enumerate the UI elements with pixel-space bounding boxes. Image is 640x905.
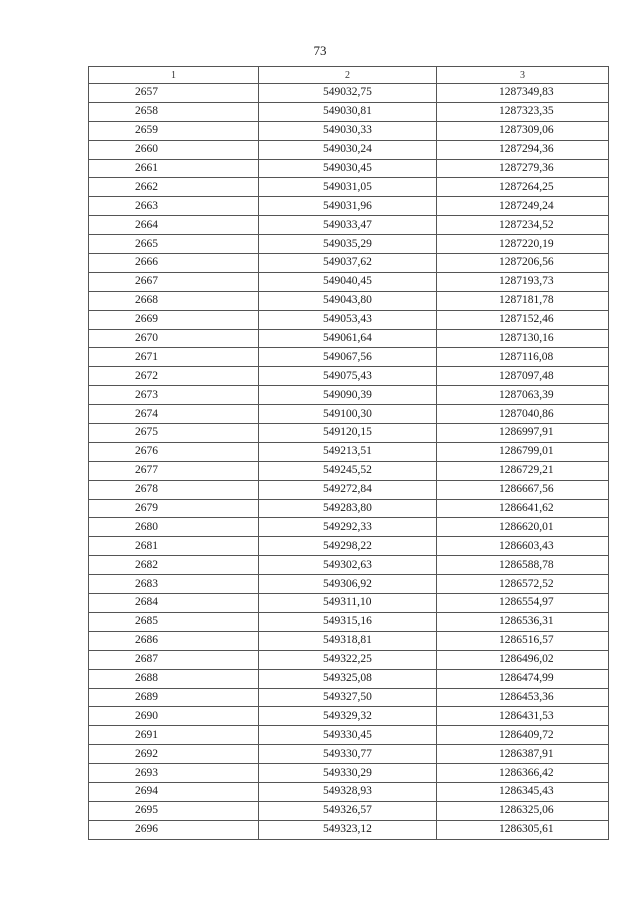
point-number-cell: 2679	[89, 499, 259, 518]
y-coordinate-cell: 1287349,83	[437, 84, 609, 103]
x-coordinate-cell: 549327,50	[259, 688, 437, 707]
x-coordinate-cell: 549075,43	[259, 367, 437, 386]
x-coordinate-cell: 549100,30	[259, 405, 437, 424]
table-row	[89, 197, 609, 216]
table-row	[89, 745, 609, 764]
x-coordinate-cell: 549325,08	[259, 669, 437, 688]
y-coordinate-cell: 1286588,78	[437, 556, 609, 575]
point-number-cell: 2669	[89, 310, 259, 329]
x-coordinate-cell: 549318,81	[259, 631, 437, 650]
y-coordinate-cell: 1287152,46	[437, 310, 609, 329]
x-coordinate-cell: 549030,81	[259, 102, 437, 121]
table-row	[89, 310, 609, 329]
table-row	[89, 84, 609, 103]
y-coordinate-cell: 1286366,42	[437, 764, 609, 783]
table-row	[89, 594, 609, 613]
point-number-cell: 2691	[89, 726, 259, 745]
x-coordinate-cell: 549298,22	[259, 537, 437, 556]
table-row	[89, 461, 609, 480]
x-coordinate-cell: 549315,16	[259, 612, 437, 631]
table-row	[89, 159, 609, 178]
table-row	[89, 480, 609, 499]
point-number-cell: 2687	[89, 650, 259, 669]
table-row	[89, 405, 609, 424]
point-number-cell: 2677	[89, 461, 259, 480]
y-coordinate-cell: 1287193,73	[437, 272, 609, 291]
table-row	[89, 801, 609, 820]
point-number-cell: 2685	[89, 612, 259, 631]
x-coordinate-cell: 549326,57	[259, 801, 437, 820]
y-coordinate-cell: 1287279,36	[437, 159, 609, 178]
y-coordinate-cell: 1286536,31	[437, 612, 609, 631]
x-coordinate-cell: 549030,45	[259, 159, 437, 178]
point-number-cell: 2671	[89, 348, 259, 367]
table-row	[89, 102, 609, 121]
table-row	[89, 782, 609, 801]
table-row	[89, 537, 609, 556]
table-row	[89, 178, 609, 197]
table-row	[89, 254, 609, 273]
point-number-cell: 2670	[89, 329, 259, 348]
point-number-cell: 2660	[89, 140, 259, 159]
point-number-cell: 2683	[89, 575, 259, 594]
point-number-cell: 2681	[89, 537, 259, 556]
x-coordinate-cell: 549330,77	[259, 745, 437, 764]
y-coordinate-cell: 1286474,99	[437, 669, 609, 688]
point-number-cell: 2688	[89, 669, 259, 688]
y-coordinate-cell: 1287249,24	[437, 197, 609, 216]
point-number-cell: 2668	[89, 291, 259, 310]
point-number-cell: 2662	[89, 178, 259, 197]
y-coordinate-cell: 1287309,06	[437, 121, 609, 140]
table-row	[89, 820, 609, 839]
table-row	[89, 291, 609, 310]
y-coordinate-cell: 1286496,02	[437, 650, 609, 669]
y-coordinate-cell: 1286603,43	[437, 537, 609, 556]
table-row	[89, 442, 609, 461]
table-row	[89, 329, 609, 348]
coordinates-table	[88, 66, 609, 840]
x-coordinate-cell: 549030,24	[259, 140, 437, 159]
x-coordinate-cell: 549302,63	[259, 556, 437, 575]
x-coordinate-cell: 549031,96	[259, 197, 437, 216]
point-number-cell: 2694	[89, 782, 259, 801]
table-row	[89, 386, 609, 405]
point-number-cell: 2695	[89, 801, 259, 820]
x-coordinate-cell: 549035,29	[259, 235, 437, 254]
point-number-cell: 2689	[89, 688, 259, 707]
point-number-cell: 2684	[89, 594, 259, 613]
y-coordinate-cell: 1287063,39	[437, 386, 609, 405]
point-number-cell: 2678	[89, 480, 259, 499]
y-coordinate-cell: 1287323,35	[437, 102, 609, 121]
x-coordinate-cell: 549245,52	[259, 461, 437, 480]
table-row	[89, 518, 609, 537]
point-number-cell: 2674	[89, 405, 259, 424]
point-number-cell: 2693	[89, 764, 259, 783]
x-coordinate-cell: 549330,45	[259, 726, 437, 745]
x-coordinate-cell: 549061,64	[259, 329, 437, 348]
y-coordinate-cell: 1287130,16	[437, 329, 609, 348]
x-coordinate-cell: 549031,05	[259, 178, 437, 197]
table-header-row	[89, 67, 609, 84]
x-coordinate-cell: 549329,32	[259, 707, 437, 726]
table-row	[89, 764, 609, 783]
x-coordinate-cell: 549067,56	[259, 348, 437, 367]
y-coordinate-cell: 1287040,86	[437, 405, 609, 424]
table-row	[89, 650, 609, 669]
point-number-cell: 2680	[89, 518, 259, 537]
y-coordinate-cell: 1286667,56	[437, 480, 609, 499]
y-coordinate-cell: 1286572,52	[437, 575, 609, 594]
y-coordinate-cell: 1287220,19	[437, 235, 609, 254]
x-coordinate-cell: 549053,43	[259, 310, 437, 329]
table-row	[89, 631, 609, 650]
x-coordinate-cell: 549043,80	[259, 291, 437, 310]
point-number-cell: 2658	[89, 102, 259, 121]
x-coordinate-cell: 549322,25	[259, 650, 437, 669]
y-coordinate-cell: 1286516,57	[437, 631, 609, 650]
point-number-cell: 2667	[89, 272, 259, 291]
y-coordinate-cell: 1286305,61	[437, 820, 609, 839]
y-coordinate-cell: 1286453,36	[437, 688, 609, 707]
x-coordinate-cell: 549272,84	[259, 480, 437, 499]
table-row	[89, 499, 609, 518]
table-row	[89, 235, 609, 254]
x-coordinate-cell: 549090,39	[259, 386, 437, 405]
column-header-1: 1	[89, 67, 259, 84]
y-coordinate-cell: 1286799,01	[437, 442, 609, 461]
x-coordinate-cell: 549037,62	[259, 254, 437, 273]
point-number-cell: 2696	[89, 820, 259, 839]
table-row	[89, 216, 609, 235]
y-coordinate-cell: 1286641,62	[437, 499, 609, 518]
table-row	[89, 424, 609, 443]
table-row	[89, 726, 609, 745]
point-number-cell: 2672	[89, 367, 259, 386]
table-row	[89, 367, 609, 386]
point-number-cell: 2657	[89, 84, 259, 103]
x-coordinate-cell: 549283,80	[259, 499, 437, 518]
table-row	[89, 556, 609, 575]
table-row	[89, 140, 609, 159]
y-coordinate-cell: 1287097,48	[437, 367, 609, 386]
x-coordinate-cell: 549040,45	[259, 272, 437, 291]
point-number-cell: 2666	[89, 254, 259, 273]
table-row	[89, 575, 609, 594]
point-number-cell: 2692	[89, 745, 259, 764]
x-coordinate-cell: 549328,93	[259, 782, 437, 801]
point-number-cell: 2686	[89, 631, 259, 650]
table-row	[89, 669, 609, 688]
point-number-cell: 2661	[89, 159, 259, 178]
y-coordinate-cell: 1287294,36	[437, 140, 609, 159]
table-row	[89, 121, 609, 140]
y-coordinate-cell: 1286620,01	[437, 518, 609, 537]
y-coordinate-cell: 1286997,91	[437, 424, 609, 443]
x-coordinate-cell: 549323,12	[259, 820, 437, 839]
column-header-2: 2	[259, 67, 437, 84]
y-coordinate-cell: 1286729,21	[437, 461, 609, 480]
table-row	[89, 348, 609, 367]
x-coordinate-cell: 549311,10	[259, 594, 437, 613]
point-number-cell: 2659	[89, 121, 259, 140]
y-coordinate-cell: 1287234,52	[437, 216, 609, 235]
point-number-cell: 2690	[89, 707, 259, 726]
x-coordinate-cell: 549330,29	[259, 764, 437, 783]
table-row	[89, 688, 609, 707]
y-coordinate-cell: 1286387,91	[437, 745, 609, 764]
table-row	[89, 272, 609, 291]
y-coordinate-cell: 1287206,56	[437, 254, 609, 273]
x-coordinate-cell: 549120,15	[259, 424, 437, 443]
point-number-cell: 2682	[89, 556, 259, 575]
point-number-cell: 2675	[89, 424, 259, 443]
table-row	[89, 612, 609, 631]
point-number-cell: 2673	[89, 386, 259, 405]
x-coordinate-cell: 549032,75	[259, 84, 437, 103]
point-number-cell: 2676	[89, 442, 259, 461]
x-coordinate-cell: 549030,33	[259, 121, 437, 140]
y-coordinate-cell: 1287264,25	[437, 178, 609, 197]
column-header-3: 3	[437, 67, 609, 84]
y-coordinate-cell: 1286409,72	[437, 726, 609, 745]
y-coordinate-cell: 1287116,08	[437, 348, 609, 367]
y-coordinate-cell: 1286325,06	[437, 801, 609, 820]
y-coordinate-cell: 1286431,53	[437, 707, 609, 726]
x-coordinate-cell: 549306,92	[259, 575, 437, 594]
table-row	[89, 707, 609, 726]
x-coordinate-cell: 549292,33	[259, 518, 437, 537]
point-number-cell: 2665	[89, 235, 259, 254]
point-number-cell: 2663	[89, 197, 259, 216]
y-coordinate-cell: 1287181,78	[437, 291, 609, 310]
x-coordinate-cell: 549033,47	[259, 216, 437, 235]
y-coordinate-cell: 1286345,43	[437, 782, 609, 801]
y-coordinate-cell: 1286554,97	[437, 594, 609, 613]
x-coordinate-cell: 549213,51	[259, 442, 437, 461]
point-number-cell: 2664	[89, 216, 259, 235]
table-body	[89, 84, 609, 840]
page-number: 73	[313, 43, 327, 58]
